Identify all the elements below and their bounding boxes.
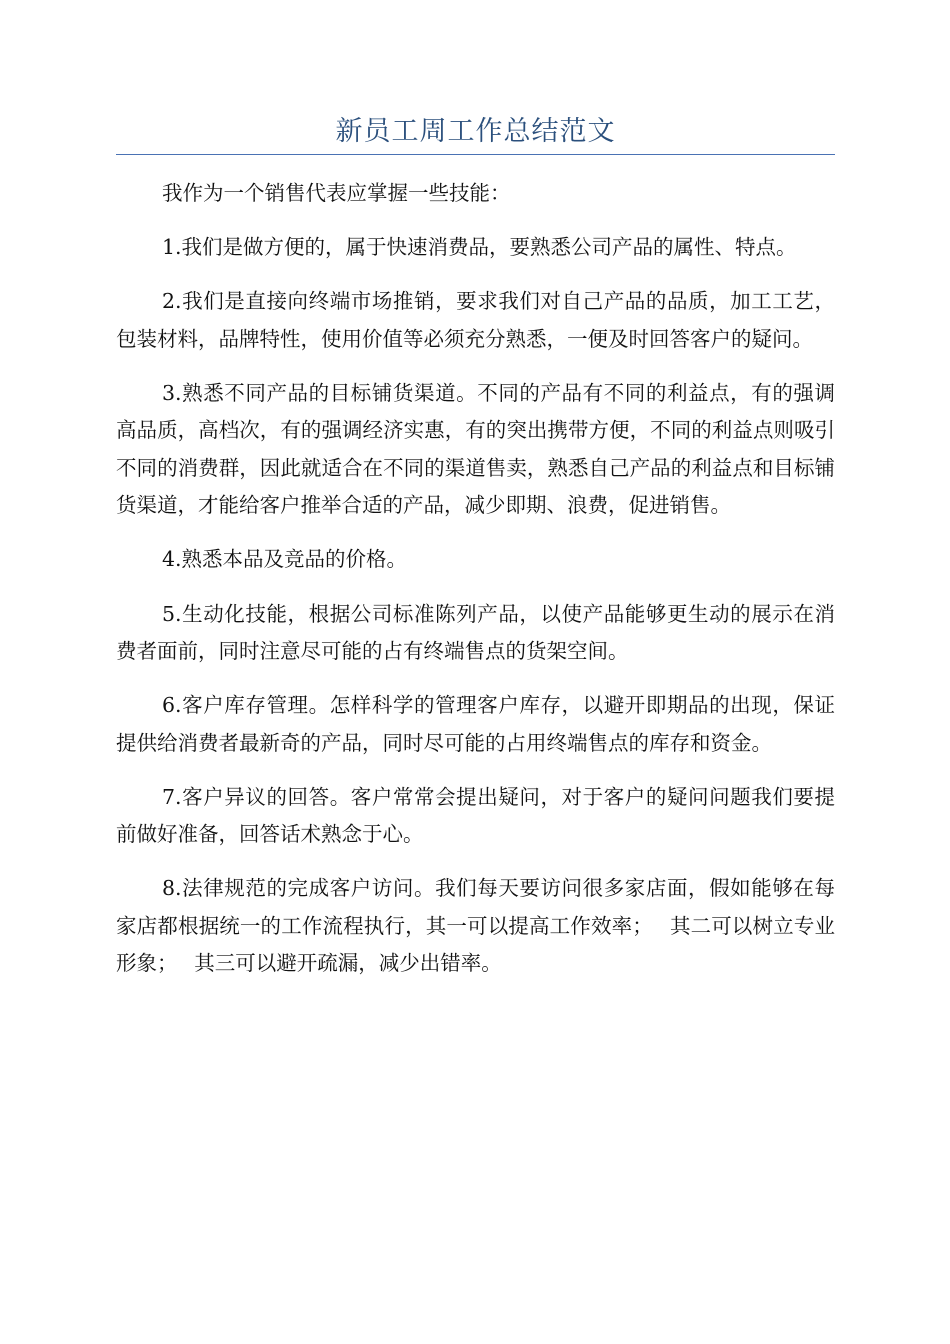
paragraph-item-7: 7.客户异议的回答。客户常常会提出疑问，对于客户的疑问问题我们要提前做好准备，回答话术熟念于心。 <box>116 784 835 847</box>
paragraph-item-5: 5.生动化技能，根据公司标准陈列产品，以使产品能够更生动的展示在消费者面前，同时注意尽可能的占有终端售点的货架空间。 <box>116 601 835 664</box>
paragraph-item-6: 6.客户库存管理。怎样科学的管理客户库存，以避开即期品的出现，保证提供给消费者最新奇的产品，同时尽可能的占用终端售点的库存和资金。 <box>116 693 835 755</box>
paragraph-item-1: 1.我们是做方便的，属于快速消费品，要熟悉公司产品的属性、特点。 <box>162 235 797 260</box>
title-underline <box>116 154 835 155</box>
document-title: 新员工周工作总结范文 <box>335 116 616 147</box>
paragraph-item-2: 2.我们是直接向终端市场推销，要求我们对自己产品的品质，加工工艺，包装材料，品牌特性，使用价值等必须充分熟悉，一便及时回答客户的疑问。 <box>116 289 835 351</box>
document-body <box>116 175 835 999</box>
paragraph-item-8: 8.法律规范的完成客户访问。我们每天要访问很多家店面，假如能够在每家店都根据统一的工作流程执行，其一可以提高工作效率； 其二可以树立专业形象； 其三可以避开疏漏，减少出错率。 <box>116 876 835 976</box>
paragraph-intro: 我作为一个销售代表应掌握一些技能： <box>162 181 511 205</box>
paragraph-item-4: 4.熟悉本品及竞品的价格。 <box>162 547 408 572</box>
paragraph-item-3: 3.熟悉不同产品的目标铺货渠道。不同的产品有不同的利益点，有的强调高品质，高档次，有的强调经济实惠，有的突出携带方便，不同的利益点则吸引不同的消费群，因此就适合在不同的渠道售卖，熟悉自己产品的利益点和目标铺货渠道，才能给客户推举合适的产品，减少即期、浪费，促进销售。 <box>116 381 835 518</box>
